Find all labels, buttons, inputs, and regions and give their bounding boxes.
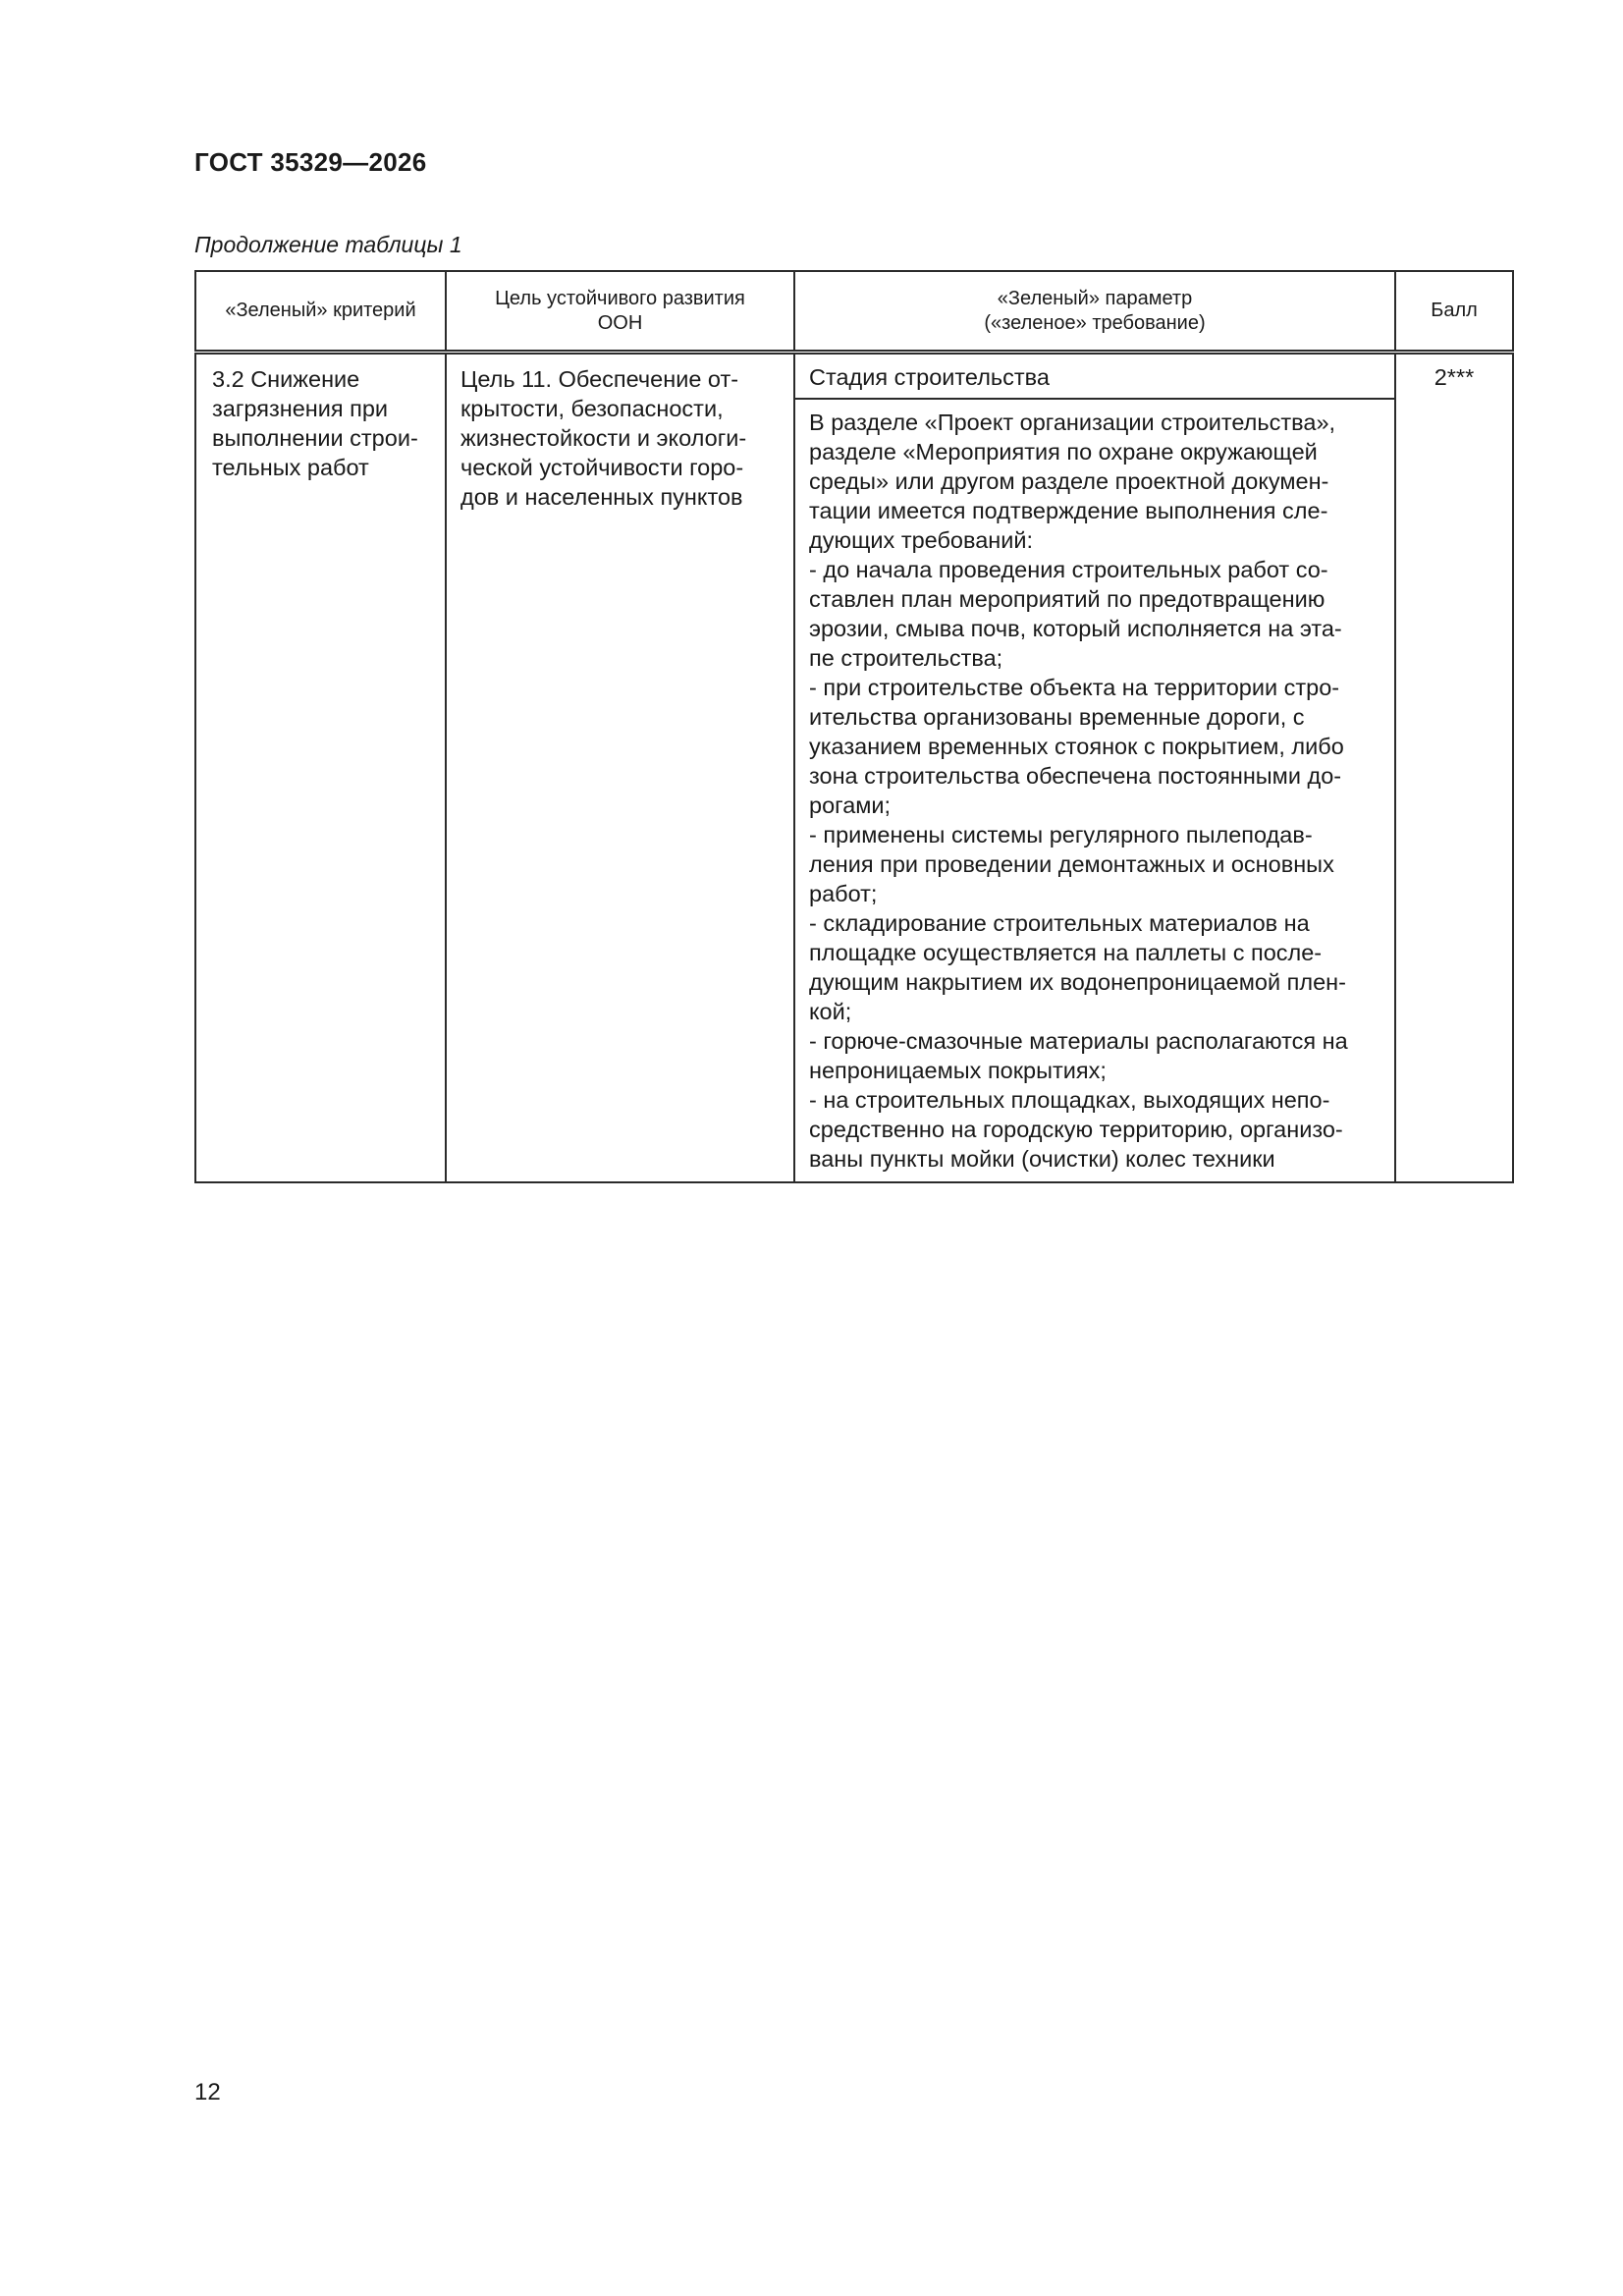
requirement-line: зона строительства обеспечена постоянными до- bbox=[809, 763, 1342, 789]
un-goal-line: Цель 11. Обеспечение от- bbox=[460, 366, 739, 392]
table-row bbox=[195, 353, 1513, 1183]
requirement-line: дующим накрытием их водонепроницаемой плен- bbox=[809, 969, 1346, 995]
requirement-line: - применены системы регулярного пылеподав- bbox=[809, 822, 1313, 847]
requirement-text bbox=[795, 400, 1394, 1181]
header-un-goal bbox=[446, 271, 794, 353]
requirement-line: непроницаемых покрытиях; bbox=[809, 1058, 1107, 1083]
un-goal-line: крытости, безопасности, bbox=[460, 396, 724, 421]
header-parameter-line-1: «Зеленый» параметр bbox=[997, 287, 1193, 309]
table-caption: Продолжение таблицы 1 bbox=[194, 232, 462, 257]
header-score: Балл bbox=[1395, 271, 1513, 353]
un-goal-line: дов и населенных пунктов bbox=[460, 484, 743, 510]
page-number: 12 bbox=[194, 2079, 221, 2105]
criterion-line: загрязнения при bbox=[212, 396, 389, 421]
requirement-line: - горюче-смазочные материалы располагаются на bbox=[809, 1028, 1348, 1054]
requirement-line: - до начала проведения строительных работ со- bbox=[809, 557, 1328, 582]
criterion-line: тельных работ bbox=[212, 455, 369, 480]
requirement-line: разделе «Мероприятия по охране окружающей bbox=[809, 439, 1318, 465]
requirement-line: эрозии, смыва почв, который исполняется на эта- bbox=[809, 616, 1342, 641]
requirement-line: ления при проведении демонтажных и основных bbox=[809, 851, 1334, 877]
requirement-line: площадке осуществляется на паллеты с после- bbox=[809, 940, 1323, 965]
un-goal-cell bbox=[446, 353, 794, 1183]
requirement-line: тации имеется подтверждение выполнения сле- bbox=[809, 498, 1328, 523]
requirement-line: ставлен план мероприятий по предотвращению bbox=[809, 586, 1325, 612]
requirement-line: работ; bbox=[809, 881, 878, 906]
header-un-goal-line-1: Цель устойчивого развития bbox=[495, 287, 745, 309]
requirement-line: ительства организованы временные дороги, с bbox=[809, 704, 1305, 730]
requirement-line: кой; bbox=[809, 999, 852, 1024]
score-cell: 2*** bbox=[1395, 353, 1513, 1183]
un-goal-line: жизнестойкости и экологи- bbox=[460, 425, 747, 451]
parameter-cell bbox=[794, 353, 1395, 1183]
document-code: ГОСТ 35329—2026 bbox=[194, 147, 427, 177]
stage-label: Стадия строительства bbox=[795, 355, 1394, 400]
requirement-line: дующих требований: bbox=[809, 527, 1034, 553]
requirement-line: В разделе «Проект организации строительства», bbox=[809, 410, 1336, 435]
requirement-line: ваны пункты мойки (очистки) колес техники bbox=[809, 1146, 1275, 1172]
requirement-line: пе строительства; bbox=[809, 645, 1003, 671]
requirement-line: - при строительстве объекта на территории стро- bbox=[809, 675, 1340, 700]
requirement-line: - складирование строительных материалов на bbox=[809, 910, 1310, 936]
criterion-line: выполнении строи- bbox=[212, 425, 418, 451]
requirement-line: среды» или другом разделе проектной докумен- bbox=[809, 468, 1329, 494]
header-un-goal-line-2: ООН bbox=[597, 311, 643, 334]
requirement-line: средственно на городскую территорию, организо- bbox=[809, 1117, 1343, 1142]
un-goal-line: ческой устойчивости горо- bbox=[460, 455, 744, 480]
criterion-line: 3.2 Снижение bbox=[212, 366, 360, 392]
requirement-line: рогами; bbox=[809, 793, 892, 818]
header-criterion: «Зеленый» критерий bbox=[195, 271, 446, 353]
criterion-cell bbox=[195, 353, 446, 1183]
criteria-table bbox=[194, 270, 1514, 1183]
header-parameter-line-2: («зеленое» требование) bbox=[984, 311, 1206, 334]
requirement-line: указанием временных стоянок с покрытием, либо bbox=[809, 734, 1344, 759]
table-header-row bbox=[195, 271, 1513, 353]
header-green-parameter bbox=[794, 271, 1395, 353]
requirement-line: - на строительных площадках, выходящих непо- bbox=[809, 1087, 1330, 1113]
